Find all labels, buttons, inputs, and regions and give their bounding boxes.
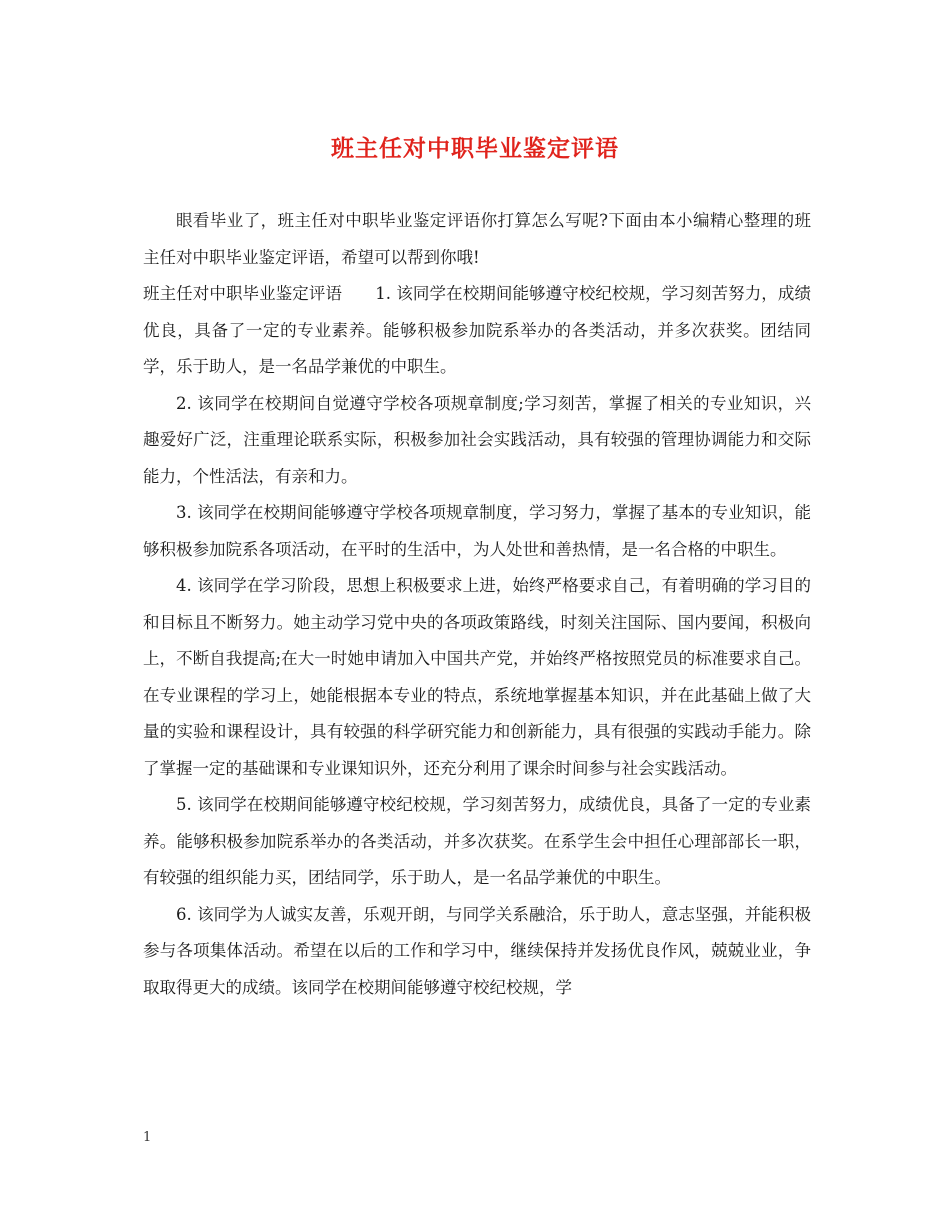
comment-paragraph-4: 4. 该同学在学习阶段，思想上积极要求上进，始终严格要求自己，有着明确的学习目的和目标且不断努力。她主动学习党中央的各项政策路线，时刻关注国际、国内要闻，积极向上，不断自我提高;在大一时她申请加入中国共产党，并始终严格按照党员的标准要求自己。在专业课程的学习上，她能根据本专业的特点，系统地掌握基本知识，并在此基础上做了大量的实验和课程设计，具有较强的科学研究能力和创新能力，具有很强的实践动手能力。除了掌握一定的基础课和专业课知识外，还充分利用了课余时间参与社会实践活动。 [143, 576, 811, 778]
document-title: 班主任对中职毕业鉴定评语 [331, 136, 619, 162]
comment-paragraph-6: 6. 该同学为人诚实友善，乐观开朗，与同学关系融洽，乐于助人，意志坚强，并能积极参与各项集体活动。希望在以后的工作和学习中，继续保持并发扬优良作风，兢兢业业，争取取得更大的成绩。该同学在校期间能够遵守校纪校规，学 [143, 904, 811, 997]
document-body [143, 203, 811, 1006]
comment-paragraph-1: 班主任对中职毕业鉴定评语 1. 该同学在校期间能够遵守校纪校规，学习刻苦努力，成绩优良，具备了一定的专业素养。能够积极参加院系举办的各类活动，并多次获奖。团结同学，乐于助人，是一名品学兼优的中职生。 [143, 284, 811, 376]
page-number: 1 [143, 1130, 152, 1145]
intro-paragraph: 眼看毕业了，班主任对中职毕业鉴定评语你打算怎么写呢?下面由本小编精心整理的班主任对中职毕业鉴定评语，希望可以帮到你哦! [143, 211, 811, 267]
comment-paragraph-3: 3. 该同学在校期间能够遵守学校各项规章制度，学习努力，掌握了基本的专业知识，能够积极参加院系各项活动，在平时的生活中，为人处世和善热情，是一名合格的中职生。 [143, 503, 811, 559]
comment-paragraph-2: 2. 该同学在校期间自觉遵守学校各项规章制度;学习刻苦，掌握了相关的专业知识，兴趣爱好广泛，注重理论联系实际，积极参加社会实践活动，具有较强的管理协调能力和交际能力，个性活法，有亲和力。 [143, 393, 811, 486]
comment-paragraph-5: 5. 该同学在校期间能够遵守校纪校规，学习刻苦努力，成绩优良，具备了一定的专业素养。能够积极参加院系举办的各类活动，并多次获奖。在系学生会中担任心理部部长一职，有较强的组织能力买，团结同学，乐于助人，是一名品学兼优的中职生。 [143, 795, 811, 887]
